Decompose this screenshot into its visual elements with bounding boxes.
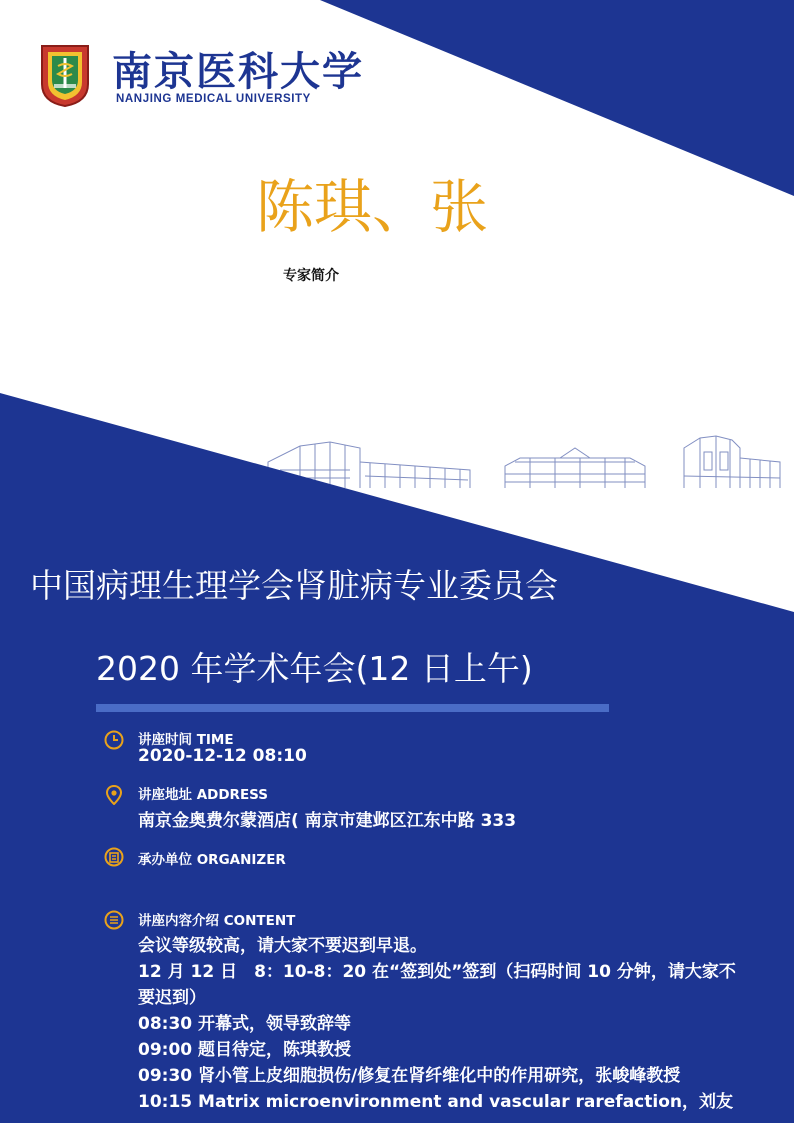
- address-label: 讲座地址 ADDRESS: [138, 787, 269, 803]
- university-name-english: NANJING MEDICAL UNIVERSITY: [116, 93, 311, 105]
- location-pin-icon: [104, 785, 124, 805]
- building-icon: [104, 847, 124, 867]
- campus-buildings-illustration: [268, 436, 780, 488]
- time-value: 2020-12-12 08:10: [138, 746, 307, 766]
- content-line: 09:00 题目待定，陈琪教授: [138, 1040, 352, 1060]
- content-label: 讲座内容介绍 CONTENT: [138, 913, 296, 929]
- university-emblem: [40, 44, 90, 112]
- content-line: 会议等级较高，请大家不要迟到早退。: [138, 936, 427, 956]
- list-icon: [104, 910, 124, 930]
- content-line: 10:15 Matrix microenvironment and vascular rarefaction，刘友: [138, 1092, 733, 1112]
- university-name-chinese: 南京医科大学: [112, 48, 364, 95]
- clock-icon: [104, 730, 124, 750]
- address-value: 南京金奥费尔蒙酒店( 南京市建邺区江东中路 333: [138, 811, 517, 831]
- organizer-label: 承办单位 ORGANIZER: [138, 852, 286, 868]
- content-line: 09:30 肾小管上皮细胞损伤/修复在肾纤维化中的作用研究，张峻峰教授: [138, 1066, 681, 1086]
- conference-subtitle: 2020 年学术年会(12 日上午): [96, 649, 533, 688]
- title-divider: [96, 704, 609, 712]
- expert-intro-label: 专家简介: [283, 268, 339, 284]
- time-label: 讲座时间 TIME: [138, 732, 234, 748]
- conference-title: 中国病理生理学会肾脏病专业委员会: [30, 566, 558, 605]
- content-line: 12 月 12 日 8：10-8：20 在“签到处”签到（扫码时间 10 分钟，请大家不要迟到）: [138, 962, 736, 1008]
- content-list: [138, 933, 738, 1115]
- content-line: 08:30 开幕式，领导致辞等: [138, 1014, 352, 1034]
- speaker-names: 陈琪、张: [256, 173, 489, 241]
